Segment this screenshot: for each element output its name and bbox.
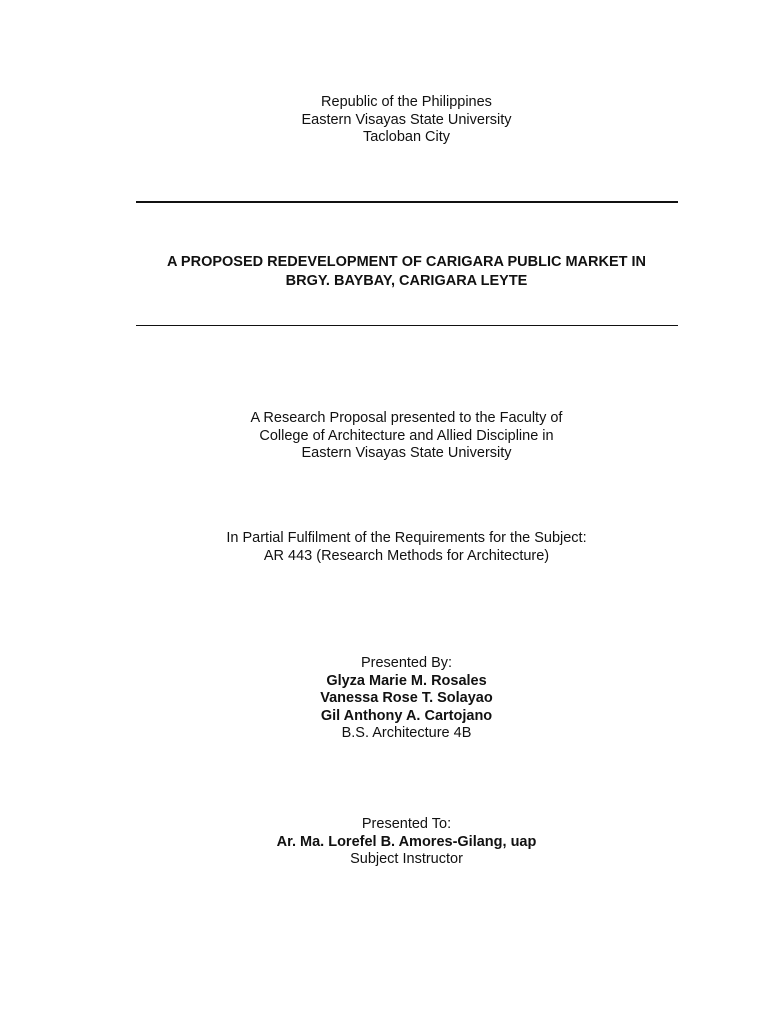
header-country: Republic of the Philippines bbox=[321, 94, 492, 110]
fulfilment-line-2: AR 443 (Research Methods for Architecture) bbox=[263, 547, 550, 564]
proposal-line-1: A Research Proposal presented to the Faculty of bbox=[250, 410, 563, 426]
instructor-role: Subject Instructor bbox=[350, 851, 463, 867]
proposal-line-3: Eastern Visayas State University bbox=[301, 445, 512, 461]
presented-to-label: Presented To: bbox=[361, 816, 452, 832]
header-city: Tacloban City bbox=[362, 129, 451, 145]
institution-header bbox=[0, 94, 768, 147]
header-university: Eastern Visayas State University bbox=[301, 111, 512, 128]
presented-to-section bbox=[0, 816, 768, 869]
title-line-1: A PROPOSED REDEVELOPMENT OF CARIGARA PUBLIC MARKET IN bbox=[166, 254, 647, 270]
proposal-statement bbox=[0, 410, 768, 463]
presented-by-section bbox=[0, 655, 768, 743]
bottom-divider bbox=[136, 325, 678, 326]
top-divider bbox=[136, 201, 678, 203]
author-name-1: Glyza Marie M. Rosales bbox=[326, 672, 487, 689]
presented-by-label: Presented By: bbox=[360, 655, 453, 671]
fulfilment-line-1: In Partial Fulfilment of the Requirements for the Subject: bbox=[226, 530, 587, 546]
proposal-line-2: College of Architecture and Allied Discipline in bbox=[259, 427, 554, 444]
fulfilment-statement bbox=[0, 530, 768, 565]
author-name-3: Gil Anthony A. Cartojano bbox=[320, 707, 493, 724]
title-line-2: BRGY. BAYBAY, CARIGARA LEYTE bbox=[285, 272, 528, 289]
instructor-name: Ar. Ma. Lorefel B. Amores-Gilang, uap bbox=[276, 833, 537, 850]
author-name-2: Vanessa Rose T. Solayao bbox=[320, 690, 493, 706]
author-program: B.S. Architecture 4B bbox=[341, 725, 472, 741]
document-title bbox=[0, 253, 768, 290]
